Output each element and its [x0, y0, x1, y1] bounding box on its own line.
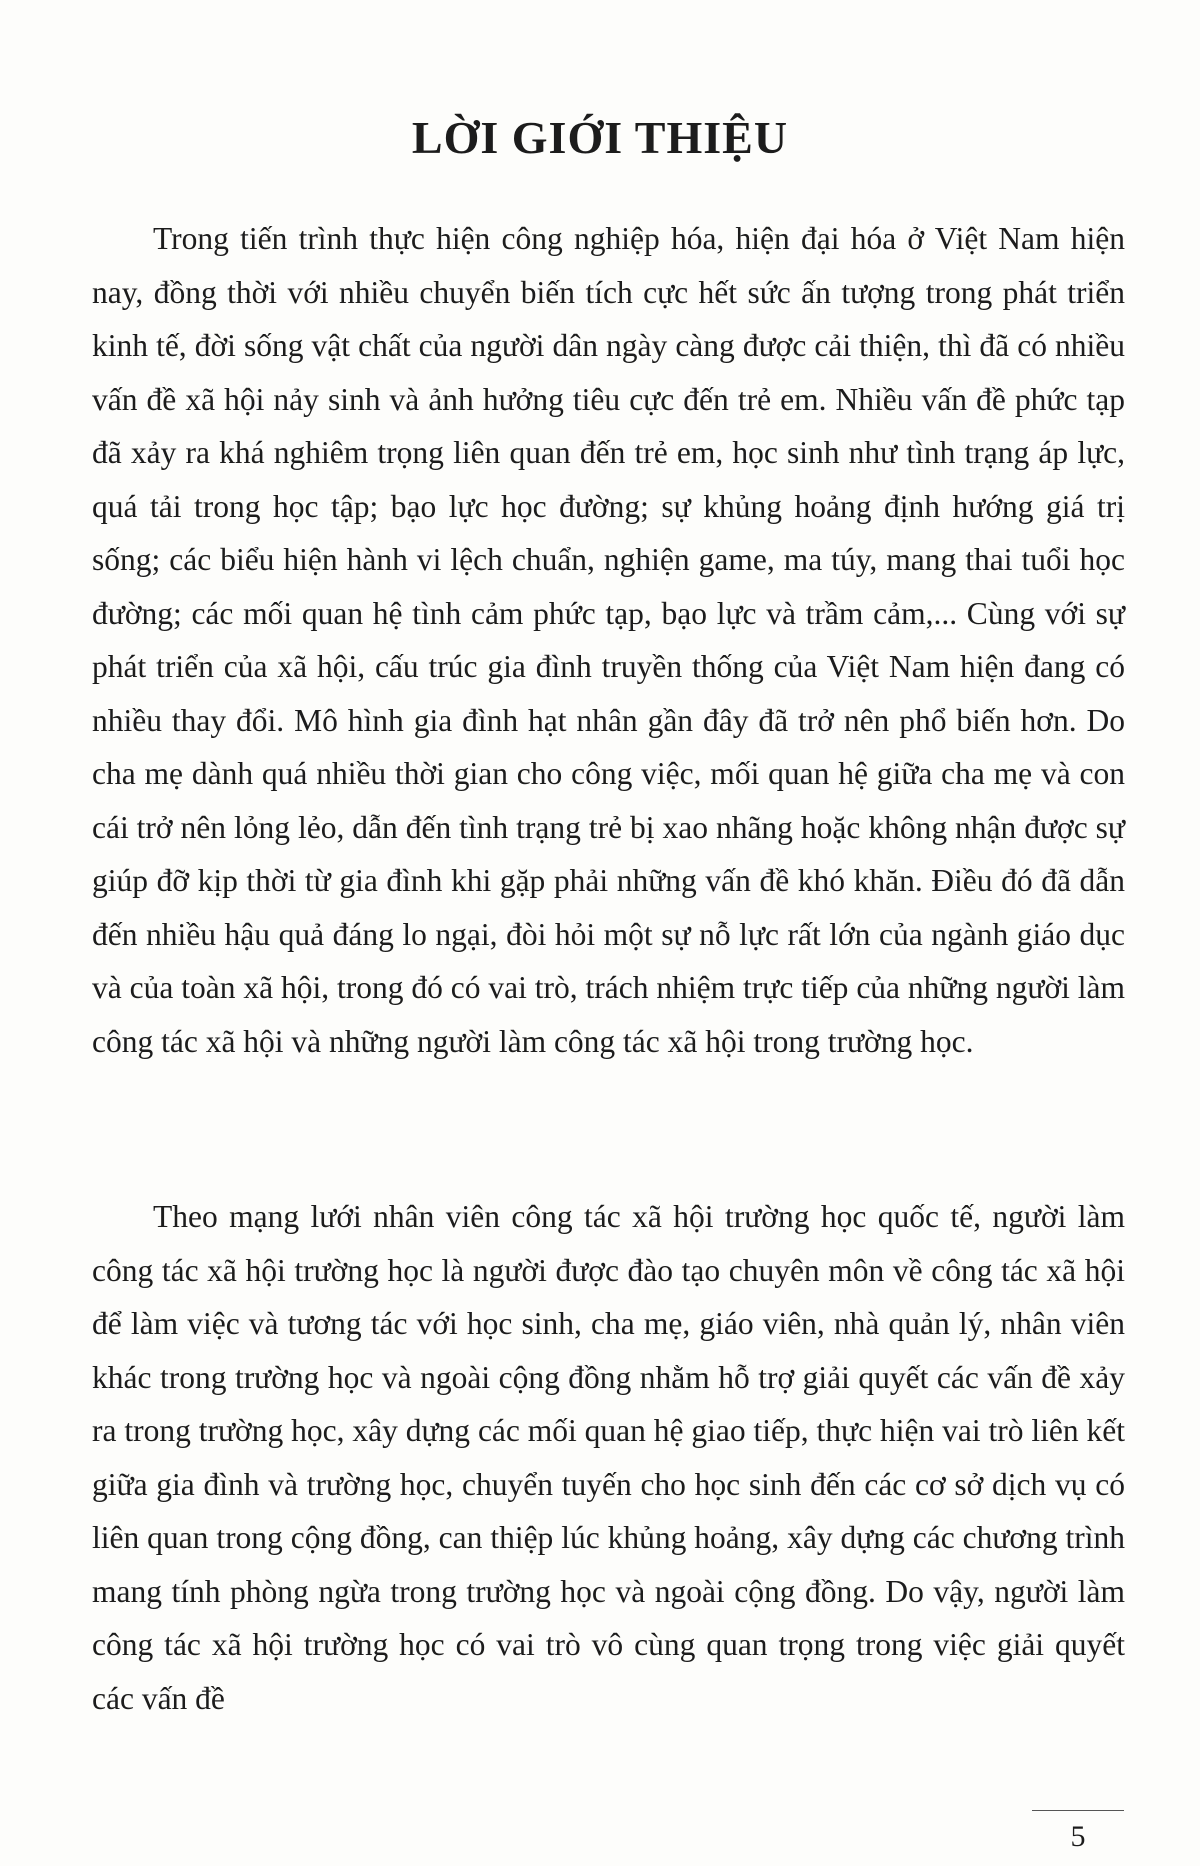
page-title: LỜI GIỚI THIỆU — [411, 112, 789, 163]
body-paragraph-2: Theo mạng lưới nhân viên công tác xã hội trường học quốc tế, người làm công tác xã hội trường học là người được đào tạo chuyên môn về công tác xã hội để làm việc và tương tác với học sinh, cha mẹ, giáo viên, nhà quản lý, nhân viên khác trong trường học và ngoài cộng đồng nhằm hỗ trợ giải quyết các vấn đề xảy ra trong trường học, xây dựng các mối quan hệ giao tiếp, thực hiện vai trò liên kết giữa gia đình và trường học, chuyển tuyến cho học sinh đến các cơ sở dịch vụ có liên quan trong cộng đồng, can thiệp lúc khủng hoảng, xây dựng các chương trình mang tính phòng ngừa trong trường học và ngoài cộng đồng. Do vậy, người làm công tác xã hội trường học có vai trò vô cùng quan trọng trong việc giải quyết các vấn đề — [92, 1199, 1125, 1716]
page-number: 5 — [1070, 1820, 1086, 1853]
footer-divider — [1032, 1810, 1124, 1811]
body-paragraph-1: Trong tiến trình thực hiện công nghiệp hóa, hiện đại hóa ở Việt Nam hiện nay, đồng thời với nhiều chuyển biến tích cực hết sức ấn tượng trong phát triển kinh tế, đời sống vật chất của người dân ngày càng được cải thiện, thì đã có nhiều vấn đề xã hội nảy sinh và ảnh hưởng tiêu cực đến trẻ em. Nhiều vấn đề phức tạp đã xảy ra khá nghiêm trọng liên quan đến trẻ em, học sinh như tình trạng áp lực, quá tải trong học tập; bạo lực học đường; sự khủng hoảng định hướng giá trị sống; các biểu hiện hành vi lệch chuẩn, nghiện game, ma túy, mang thai tuổi học đường; các mối quan hệ tình cảm phức tạp, bạo lực và trầm cảm,... Cùng với sự phát triển của xã hội, cấu trúc gia đình truyền thống của Việt Nam hiện đang có nhiều thay đổi. Mô hình gia đình hạt nhân gần đây đã trở nên phổ biến hơn. Do cha mẹ dành quá nhiều thời gian cho công việc, mối quan hệ giữa cha mẹ và con cái trở nên lỏng lẻo, dẫn đến tình trạng trẻ bị xao nhãng hoặc không nhận được sự giúp đỡ kịp thời từ gia đình khi gặp phải những vấn đề khó khăn. Điều đó đã dẫn đến nhiều hậu quả đáng lo ngại, đòi hỏi một sự nỗ lực rất lớn của ngành giáo dục và của toàn xã hội, trong đó có vai trò, trách nhiệm trực tiếp của những người làm công tác xã hội và những người làm công tác xã hội trong trường học. — [92, 221, 1125, 1059]
